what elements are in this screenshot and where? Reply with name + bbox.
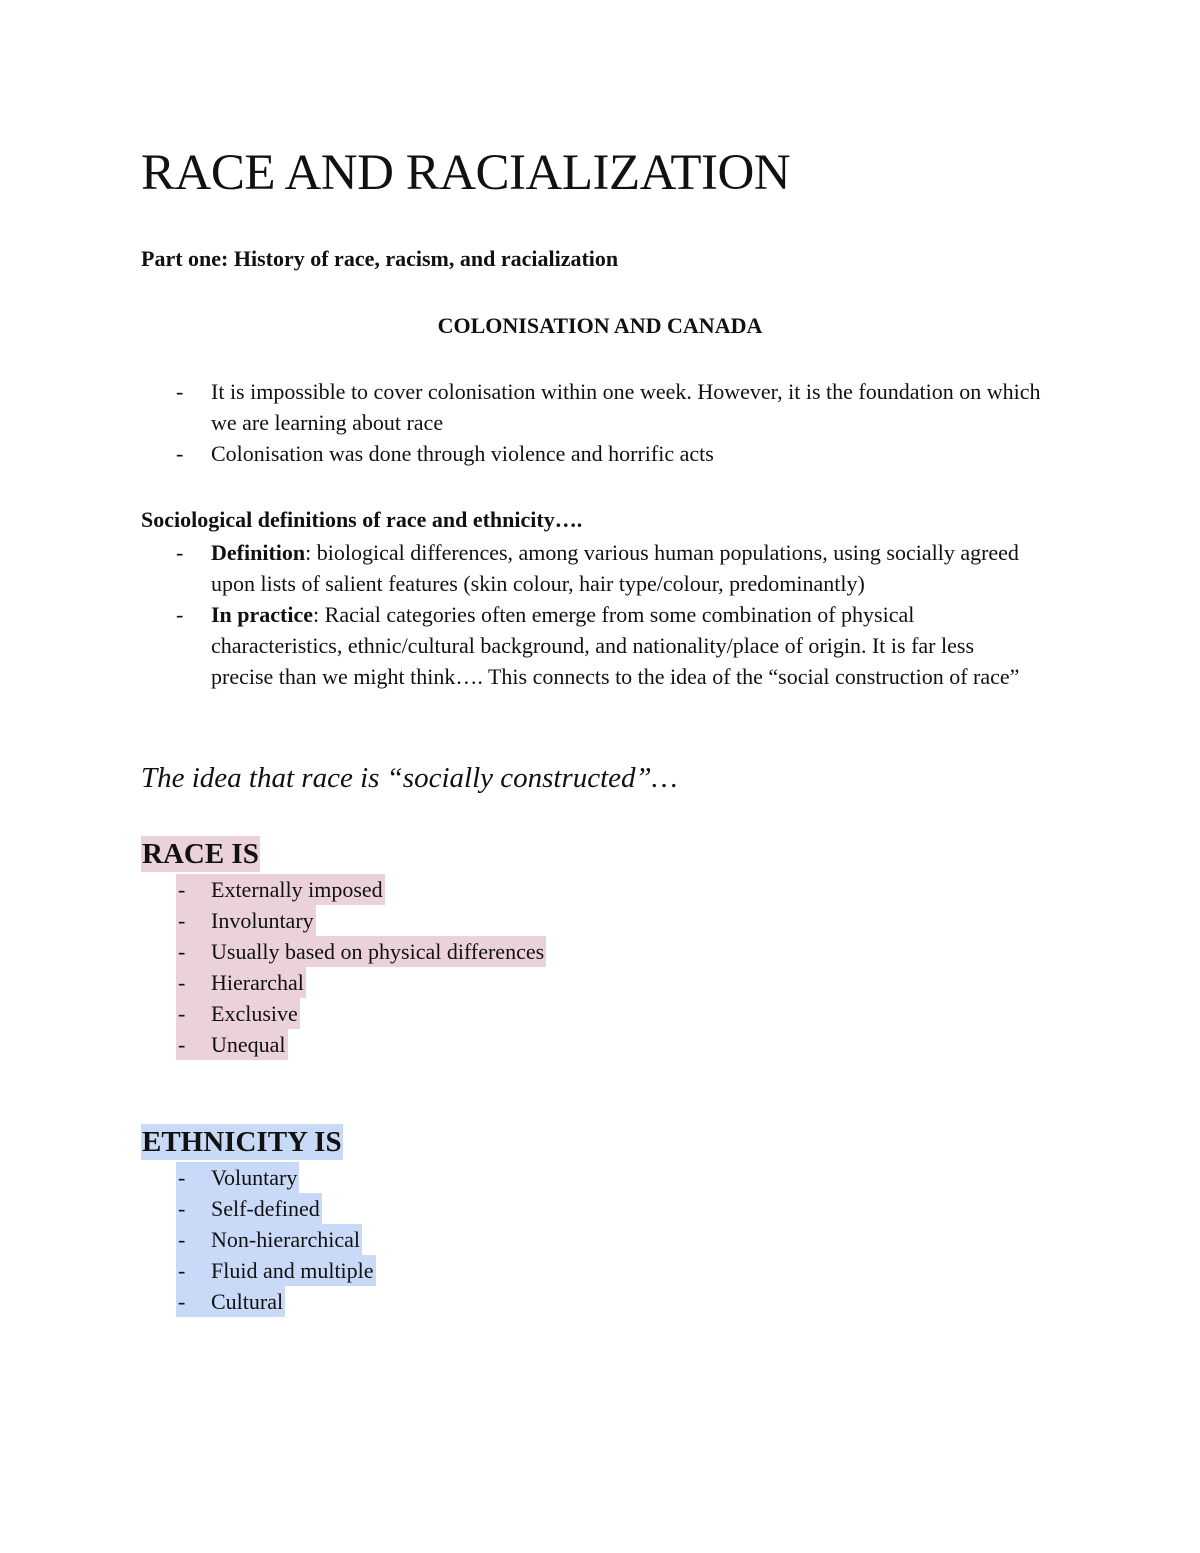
list-item-text: Unequal (211, 1032, 286, 1057)
list-item (176, 1162, 376, 1193)
bullet-dash: - (178, 1227, 186, 1252)
bullet-dash: - (178, 908, 186, 933)
highlighted-item (176, 905, 316, 936)
list-item-text: Colonisation was done through violence and horrific acts (211, 441, 714, 466)
list-item (176, 1193, 376, 1224)
list-item (176, 1286, 376, 1317)
definition-term: In practice (211, 602, 314, 627)
list-item (176, 998, 546, 1029)
highlighted-item (176, 1029, 288, 1060)
list-item-text: Exclusive (211, 1001, 298, 1026)
bullet-dash: - (178, 1001, 186, 1026)
highlighted-item (176, 1255, 376, 1286)
list-item (176, 1255, 376, 1286)
list-item (176, 1224, 376, 1255)
list-item-text: Usually based on physical differences (211, 939, 545, 964)
list-item (176, 936, 546, 967)
highlighted-item (176, 936, 546, 967)
bullet-dash: - (178, 877, 186, 902)
highlighted-item (176, 1162, 299, 1193)
list-item-text: Involuntary (211, 908, 314, 933)
list-item-text: Externally imposed (211, 877, 383, 902)
document-title: RACE AND RACIALIZATION (141, 145, 791, 201)
list-item (176, 1029, 546, 1060)
highlighted-item (176, 998, 300, 1029)
bullet-dash: - (178, 1258, 186, 1283)
bullet-dash: - (178, 1165, 186, 1190)
bullet-dash: - (178, 1032, 186, 1057)
highlighted-item (176, 1286, 285, 1317)
definitions-heading: Sociological definitions of race and ethnicity…. (141, 507, 583, 532)
ethnicity-heading: ETHNICITY IS (142, 1126, 342, 1158)
part-subtitle: Part one: History of race, racism, and racialization (141, 246, 619, 271)
bullet-dash: - (178, 1289, 186, 1314)
highlighted-item (176, 967, 306, 998)
bullet-dash: - (178, 970, 186, 995)
definition-text: : Racial categories often emerge from some combination of physical characteristics, ethnic/cultural background, and nationality/place of origin. It is far less precise than we might think…. This connects to the idea of the “social construction of race” (211, 602, 1020, 689)
list-item-text: Hierarchal (211, 970, 304, 995)
list-item-text: Cultural (211, 1289, 284, 1314)
list-item-text: Self-defined (211, 1196, 320, 1221)
list-item (176, 874, 546, 905)
bullet-dash: - (176, 379, 184, 404)
list-item (176, 967, 546, 998)
highlighted-item (176, 1224, 362, 1255)
list-item (141, 438, 1041, 469)
bullet-dash: - (176, 602, 184, 627)
definition-term: Definition (211, 540, 306, 565)
bullet-dash: - (178, 1196, 186, 1221)
intro-list (141, 376, 1041, 469)
list-item-text: Voluntary (211, 1165, 298, 1190)
bullet-dash: - (176, 540, 184, 565)
list-item (141, 537, 1041, 599)
list-item (176, 905, 546, 936)
idea-line: The idea that race is “socially constructed”… (141, 762, 678, 794)
highlighted-item (176, 1193, 322, 1224)
list-item (141, 376, 1041, 438)
highlighted-item (176, 874, 385, 905)
list-item (141, 599, 1041, 692)
colonisation-heading: COLONISATION AND CANADA (437, 313, 763, 338)
definition-text: : biological differences, among various human populations, using socially agreed upon lists of salient features (skin colour, hair type/colour, predominantly) (211, 540, 1019, 596)
list-item-text: It is impossible to cover colonisation within one week. However, it is the foundation on which we are learning about race (211, 379, 1041, 435)
race-heading: RACE IS (142, 838, 259, 870)
race-list (176, 874, 546, 1060)
bullet-dash: - (176, 441, 184, 466)
list-item-text: Non-hierarchical (211, 1227, 361, 1252)
definitions-list (141, 537, 1041, 692)
list-item-text: Fluid and multiple (211, 1258, 374, 1283)
ethnicity-list (176, 1162, 376, 1317)
bullet-dash: - (178, 939, 186, 964)
